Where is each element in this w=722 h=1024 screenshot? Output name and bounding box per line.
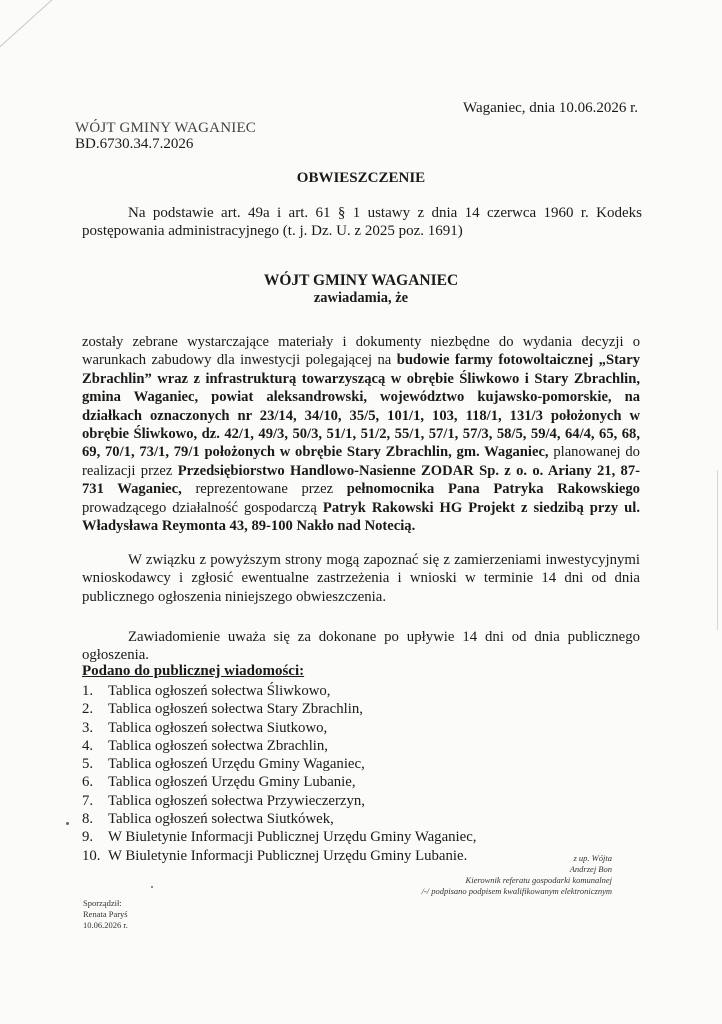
place-and-date: Waganiec, dnia 10.06.2026 r. — [463, 100, 638, 116]
main-paragraph-segment: prowadzącego działalność gospodarczą — [82, 499, 323, 516]
scan-speck — [151, 886, 153, 888]
list-item-text: Tablica ogłoszeń sołectwa Siutkówek, — [108, 811, 334, 828]
distribution-heading: Podano do publicznej wiadomości: — [82, 663, 305, 679]
list-item-number: 7. — [82, 792, 94, 809]
list-item — [82, 719, 476, 737]
list-item-number: 3. — [82, 719, 94, 736]
list-item-number: 8. — [82, 811, 94, 828]
prepared-by-label: Sporządził: — [83, 898, 122, 908]
investment-description: budowie farmy fotowoltaicznej „Stary Zbrachlin” wraz z infrastrukturą towarzyszącą w obrębie Śliwkowo i Stary Zbrachlin, gmina Waganiec, powiat aleksandrowski, województwo kujawsko-pomorskie, na działkach oznaczonych nr 23/14, 34/10, 35/5, 101/1, 103, 118/1, 131/3 położonych w obrębie Śliwkowo, dz. 42/1, 49/3, 50/3, 51/1, 51/2, 55/1, 57/1, 57/3, 58/5, 59/4, 64/4, 65, 68, 69, 70/1, 73/1, 79/1 położonych w obrębie Stary Zbrachlin, gm. Waganiec, — [82, 352, 641, 461]
signature-block — [352, 853, 612, 897]
proxy-company: Patryk Rakowski HG Projekt z siedzibą przy ul. Władysława Reymonta 43, 89-100 Nakło nad Notecią. — [82, 499, 640, 535]
issuer-name: WÓJT GMINY WAGANIEC — [263, 272, 459, 289]
list-item-text: Tablica ogłoszeń sołectwa Przywieczerzyn, — [108, 792, 365, 809]
preparer-name: Renata Paryś — [83, 909, 128, 919]
prepared-by-block — [83, 898, 128, 931]
objections-paragraph: W związku z powyższym strony mogą zapoznać się z zamierzeniami inwestycyjnymi wnioskodawcy i zgłosić ewentualne zastrzeżenia i wnioski w terminie 14 dni od dnia publicznego ogłoszenia niniejszego obwieszczenia. — [82, 552, 640, 605]
list-item-text: Tablica ogłoszeń sołectwa Śliwkowo, — [108, 683, 331, 699]
proxy-name: pełnomocnika Pana Patryka Rakowskiego — [346, 481, 640, 498]
preparation-date: 10.06.2026 r. — [83, 920, 128, 930]
electronic-signature-note: /-/ podpisano podpisem kwalifikowanym elektronicznym — [421, 886, 612, 896]
list-item-text: Tablica ogłoszeń Urzędu Gminy Waganiec, — [108, 756, 365, 773]
reference-number: BD.6730.34.7.2026 — [75, 136, 194, 152]
list-item-number: 5. — [82, 756, 94, 773]
list-item-text: Tablica ogłoszeń Urzędu Gminy Lubanie, — [108, 774, 356, 791]
list-item-number: 9. — [82, 829, 94, 846]
list-item — [82, 700, 476, 718]
investor-name: Przedsiębiorstwo Handlowo-Nasienne ZODAR Sp. z o. o. Ariany 21, 87-731 Waganiec, — [82, 462, 640, 498]
list-item — [82, 810, 476, 828]
list-item-number: 6. — [82, 774, 94, 791]
distribution-list — [82, 682, 476, 865]
main-paragraph — [82, 333, 640, 535]
list-item-number: 1. — [82, 683, 94, 699]
list-item — [82, 755, 476, 773]
list-item-text: W Biuletynie Informacji Publicznej Urzędu Gminy Lubanie. — [108, 847, 468, 864]
list-item-number: 2. — [82, 701, 94, 718]
main-paragraph-segment: reprezentowane przez — [181, 481, 347, 498]
document-title: OBWIESZCZENIE — [296, 170, 426, 186]
list-item-text: Tablica ogłoszeń sołectwa Stary Zbrachlin, — [108, 701, 363, 718]
list-item — [82, 682, 476, 700]
list-item — [82, 737, 476, 755]
list-item-text: Tablica ogłoszeń sołectwa Siutkowo, — [108, 719, 328, 736]
list-item — [82, 792, 476, 810]
list-item — [82, 828, 476, 846]
issuing-authority: WÓJT GMINY WAGANIEC — [75, 120, 257, 136]
list-item — [82, 773, 476, 791]
list-item-text: Tablica ogłoszeń sołectwa Zbrachlin, — [108, 737, 329, 754]
main-paragraph-segment: zostały zebrane wystarczające materiały i dokumenty niezbędne do wydania decyzji o warunkach zabudowy dla inwestycji polegającej na — [82, 334, 640, 369]
notice-effect-paragraph: Zawiadomienie uważa się za dokonane po upływie 14 dni od dnia publicznego ogłoszenia. — [82, 629, 640, 664]
signature-on-behalf: z up. Wójta — [573, 853, 612, 863]
list-item-number: 4. — [82, 737, 94, 754]
signatory-name: Andrzej Bon — [569, 864, 612, 874]
main-paragraph-segment: planowanej do realizacji przez — [82, 444, 640, 479]
scan-speck — [66, 822, 69, 825]
scan-edge-mark — [717, 470, 718, 630]
list-item-number: 10. — [82, 847, 101, 864]
issuer-announces: zawiadamia, że — [313, 290, 409, 306]
legal-basis: Na podstawie art. 49a i art. 61 § 1 ustawy z dnia 14 czerwca 1960 r. Kodeks postępowania administracyjnego (t. j. Dz. U. z 2025 poz. 1691) — [82, 205, 642, 239]
scan-fold-line — [0, 0, 87, 56]
list-item-text: W Biuletynie Informacji Publicznej Urzędu Gminy Waganiec, — [108, 829, 477, 846]
signatory-position: Kierownik referatu gospodarki komunalnej — [465, 875, 612, 885]
